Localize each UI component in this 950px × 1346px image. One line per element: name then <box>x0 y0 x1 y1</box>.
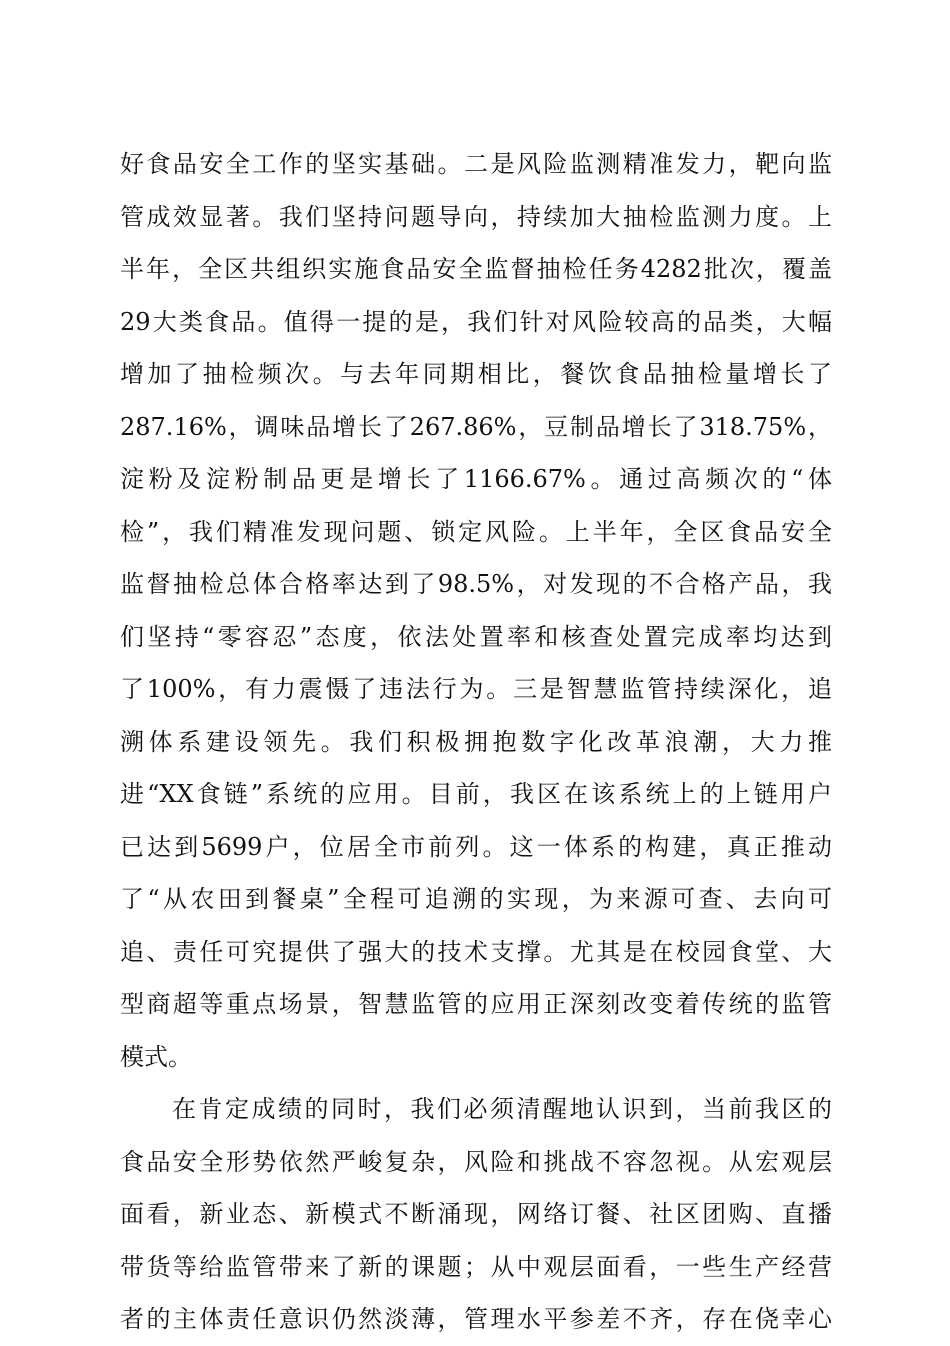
text-line: 淀粉及淀粉制品更是增长了1166.67%。通过高频次的“体 <box>120 465 832 493</box>
text-line: 面看，新业态、新模式不断涌现，网络订餐、社区团购、直播 <box>120 1200 832 1228</box>
text-line: 者的主体责任意识仍然淡薄，管理水平参差不齐，存在侥幸心 <box>120 1305 832 1333</box>
text-line: 好食品安全工作的坚实基础。二是风险监测精准发力，靶向监 <box>120 150 832 178</box>
text-line: 食品安全形势依然严峻复杂，风险和挑战不容忽视。从宏观层 <box>120 1147 832 1176</box>
text-line: 们坚持“零容忍”态度，依法处置率和核查处置完成率均达到 <box>120 622 832 651</box>
text-line: 检”，我们精准发现问题、锁定风险。上半年，全区食品安全 <box>120 517 832 546</box>
text-line: 溯体系建设领先。我们积极拥抱数字化改革浪潮，大力推 <box>120 727 832 756</box>
paragraph-end-line: 模式。 <box>120 1042 192 1071</box>
text-line: 了100%，有力震慑了违法行为。三是智慧监管持续深化，追 <box>120 675 832 703</box>
text-line: 已达到5699户，位居全市前列。这一体系的构建，真正推动 <box>120 832 832 861</box>
body-text <box>120 138 832 1346</box>
text-line: 管成效显著。我们坚持问题导向，持续加大抽检监测力度。上 <box>120 202 832 231</box>
text-line: 监督抽检总体合格率达到了98.5%，对发现的不合格产品，我 <box>120 570 832 598</box>
paragraph-start-line: 在肯定成绩的同时，我们必须清醒地认识到，当前我区的 <box>172 1095 832 1123</box>
text-line: 29大类食品。值得一提的是，我们针对风险较高的品类，大幅 <box>120 307 832 336</box>
text-line: 型商超等重点场景，智慧监管的应用正深刻改变着传统的监管 <box>120 990 832 1018</box>
text-line: 287.16%，调味品增长了267.86%，豆制品增长了318.75%， <box>120 412 832 441</box>
text-line: 了“从农田到餐桌”全程可追溯的实现，为来源可查、去向可 <box>120 885 832 913</box>
text-line: 追、责任可究提供了强大的技术支撑。尤其是在校园食堂、大 <box>120 937 832 966</box>
text-line: 进“XX食链”系统的应用。目前，我区在该系统上的上链用户 <box>120 780 832 808</box>
text-line: 半年，全区共组织实施食品安全监督抽检任务4282批次，覆盖 <box>120 255 832 283</box>
text-line: 带货等给监管带来了新的课题；从中观层面看，一些生产经营 <box>120 1252 832 1281</box>
text-line: 增加了抽检频次。与去年同期相比，餐饮食品抽检量增长了 <box>120 360 832 388</box>
